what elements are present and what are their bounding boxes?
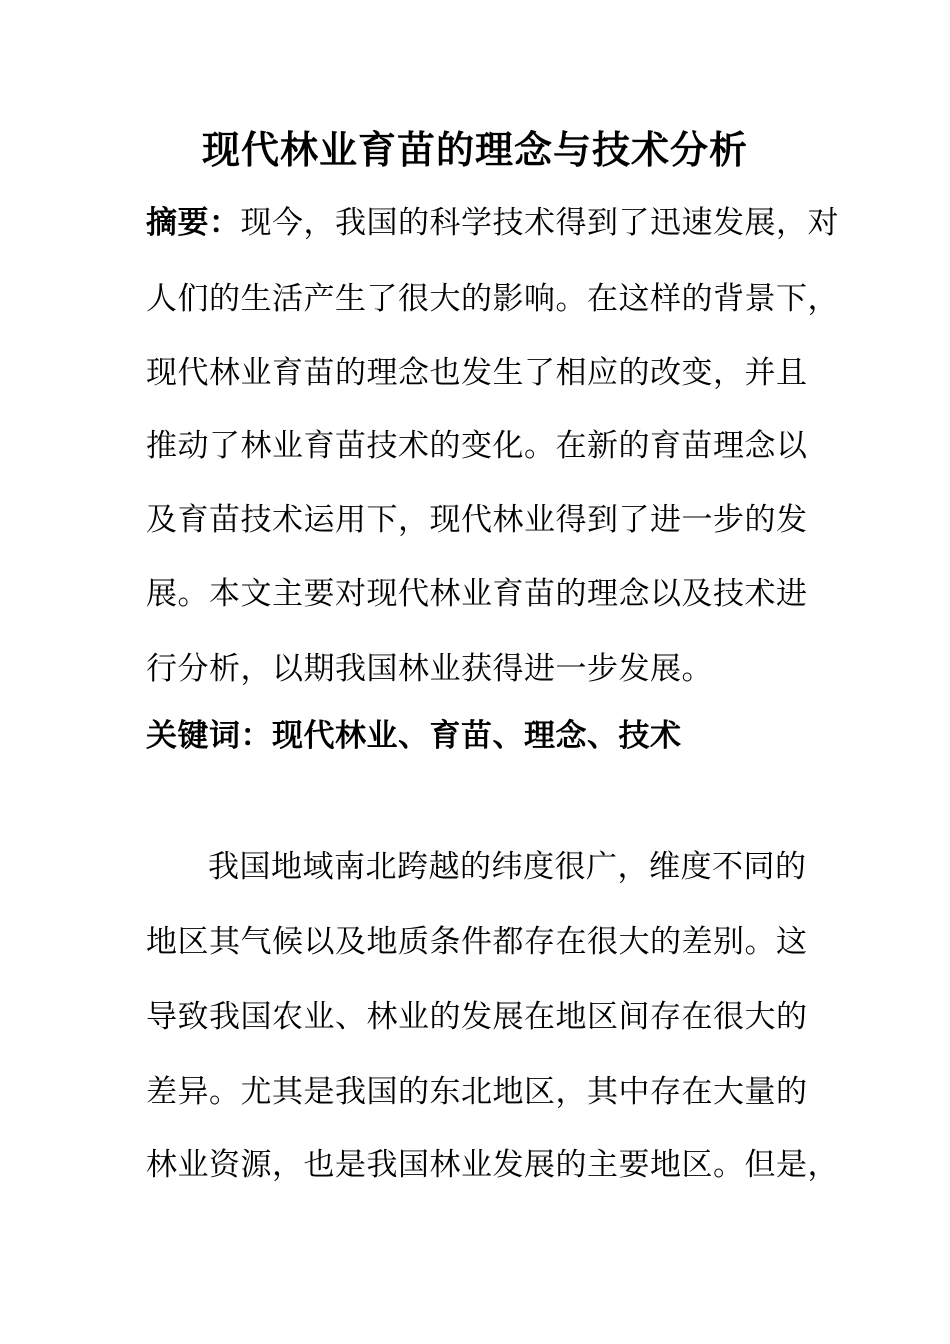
body-line-3: 导致我国农业、林业的发展在地区间存在很大的 <box>146 999 808 1035</box>
abstract-label: 摘要： <box>146 205 241 241</box>
abstract-line-4: 推动了林业育苗技术的变化。在新的育苗理念以 <box>146 428 808 464</box>
keywords-text: 现代林业、育苗、理念、技术 <box>272 718 682 754</box>
abstract-line-2: 人们的生活产生了很大的影响。在这样的背景下， <box>146 281 839 317</box>
abstract-line-3: 现代林业育苗的理念也发生了相应的改变，并且 <box>146 355 808 391</box>
body-line-1: 我国地域南北跨越的纬度很广，维度不同的 <box>208 849 807 885</box>
keywords-label: 关键词： <box>146 718 272 754</box>
body-line-4: 差异。尤其是我国的东北地区，其中存在大量的 <box>146 1074 808 1110</box>
abstract-line-5: 及育苗技术运用下，现代林业得到了进一步的发 <box>146 502 808 538</box>
keywords-line <box>146 716 682 756</box>
body-line-2: 地区其气候以及地质条件都存在很大的差别。这 <box>146 924 808 960</box>
document-title: 现代林业育苗的理念与技术分析 <box>201 128 748 172</box>
body-line-5: 林业资源，也是我国林业发展的主要地区。但是， <box>146 1147 839 1183</box>
abstract-text-1: 现今，我国的科学技术得到了迅速发展，对 <box>240 205 839 241</box>
abstract-line-6: 展。本文主要对现代林业育苗的理念以及技术进 <box>146 576 808 612</box>
abstract-line-1 <box>146 203 839 243</box>
abstract-line-7: 行分析，以期我国林业获得进一步发展。 <box>146 651 713 687</box>
